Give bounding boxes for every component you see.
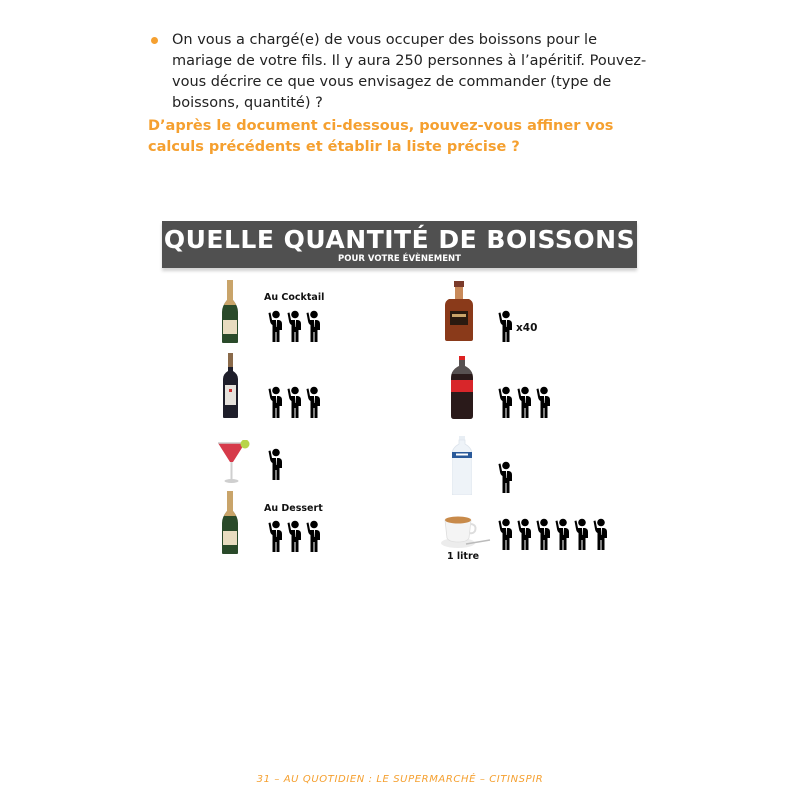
- multiplier-x40: x40: [516, 322, 538, 334]
- people-group-water: [497, 461, 513, 493]
- label-1-litre: 1 litre: [447, 551, 480, 562]
- person-icon: [573, 518, 589, 550]
- person-icon: [497, 461, 513, 493]
- wine-bottle-icon: [223, 353, 238, 418]
- people-group-wine: [267, 386, 321, 418]
- person-icon: [267, 386, 283, 418]
- person-icon: [497, 386, 513, 418]
- infographic-title: QUELLE QUANTITÉ DE BOISSONS: [163, 225, 636, 254]
- water-bottle-icon: [452, 436, 472, 495]
- person-icon: [286, 310, 302, 342]
- people-group-coffee: [497, 518, 608, 550]
- person-icon: [516, 386, 532, 418]
- coffee-cup-icon: [440, 514, 492, 550]
- person-icon: [305, 310, 321, 342]
- person-icon: [267, 448, 283, 480]
- people-group-champagne-cocktail: [267, 310, 321, 342]
- person-icon: [497, 310, 513, 342]
- people-group-whisky: [497, 310, 513, 342]
- page-footer: 31 – AU QUOTIDIEN : LE SUPERMARCHÉ – CITINSPIR: [256, 774, 544, 785]
- question-text: On vous a chargé(e) de vous occuper des boissons pour le mariage de votre fils. Il y aura 250 personnes à l’apéritif. Pouvez-vous décrire ce que vous envisagez de commander (type de boissons, quantité) ?: [172, 32, 647, 111]
- label-au-cocktail: Au Cocktail: [264, 292, 325, 303]
- person-icon: [305, 386, 321, 418]
- person-icon: [286, 386, 302, 418]
- champagne-bottle-icon: [222, 491, 238, 554]
- infographic-subtitle: POUR VOTRE ÉVÈNEMENT: [338, 254, 461, 264]
- cocktail-glass-icon: [217, 440, 251, 484]
- person-icon: [497, 518, 513, 550]
- person-icon: [286, 520, 302, 552]
- person-icon: [535, 386, 551, 418]
- person-icon: [592, 518, 608, 550]
- whisky-bottle-icon: [445, 281, 473, 341]
- person-icon: [535, 518, 551, 550]
- instruction-text: D’après le document ci-dessous, pouvez-vous affiner vos calculs précédents et établir la liste précise ?: [148, 118, 614, 155]
- people-group-champagne-dessert: [267, 520, 321, 552]
- person-icon: [267, 520, 283, 552]
- champagne-bottle-icon: [222, 280, 238, 343]
- label-au-dessert: Au Dessert: [264, 503, 323, 514]
- people-group-cocktail: [267, 448, 283, 480]
- cola-bottle-icon: [451, 356, 473, 419]
- infographic-banner: [162, 221, 637, 268]
- person-icon: [554, 518, 570, 550]
- person-icon: [305, 520, 321, 552]
- person-icon: [267, 310, 283, 342]
- people-group-cola: [497, 386, 551, 418]
- bullet-icon: [151, 37, 158, 44]
- person-icon: [516, 518, 532, 550]
